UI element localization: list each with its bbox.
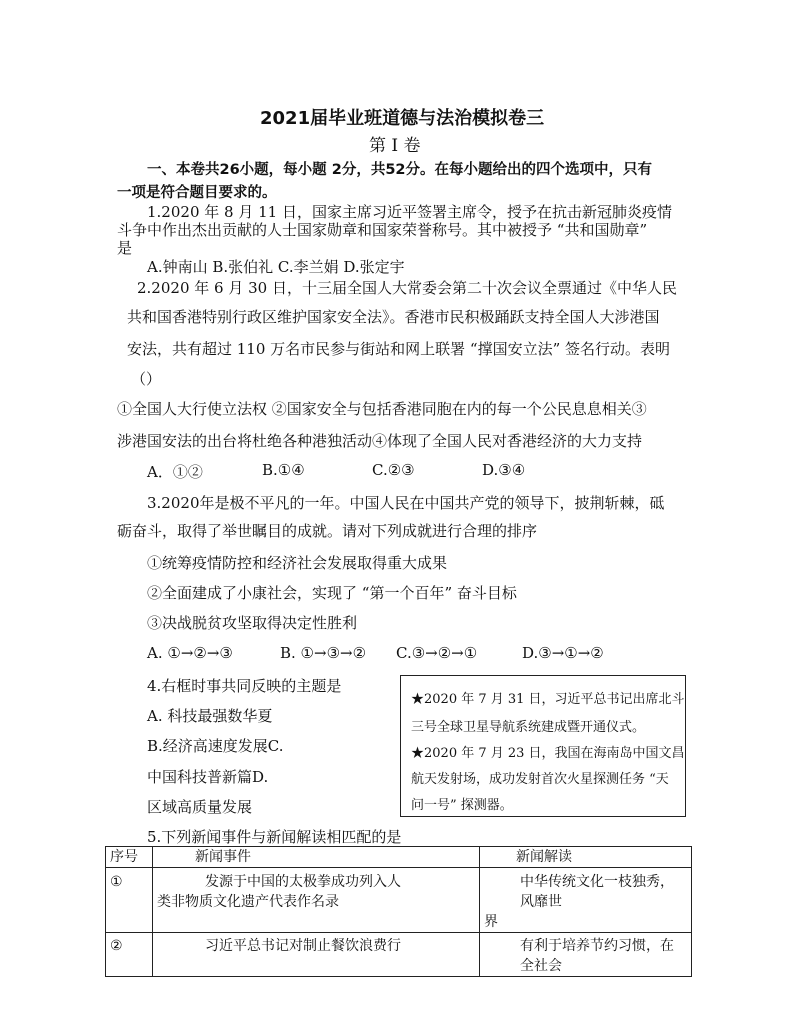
q3-option-c: C.③→②→① xyxy=(396,644,478,662)
q2-line-1: 2.2020 年 6 月 30 日，十三届全国人大常委会第二十次会议全票通过《中华人民 xyxy=(137,279,677,297)
q2-statement-2: 涉港国安法的出台将杜绝各种港独活动④体现了全国人民对香港经济的大力支持 xyxy=(117,432,643,450)
row-event-line-1: 发源于中国的太极拳成功列入人 xyxy=(205,874,401,890)
q1-line-2: 斗争中作出杰出贡献的人士国家勋章和国家荣誉称号。其中被授予 “共和国勋章” xyxy=(117,221,648,239)
table-row xyxy=(106,868,692,933)
row-event-line-1: 习近平总书记对制止餐饮浪费行 xyxy=(205,938,401,954)
header-cell-event: 新闻事件 xyxy=(153,847,480,868)
q2-option-d: D.③④ xyxy=(482,461,526,479)
news-table xyxy=(105,846,692,977)
q2-option-c: C.②③ xyxy=(372,461,415,479)
q2-line-3: 安法，共有超过 110 万名市民参与街站和网上联署 “撑国安立法” 签名行动。表明 xyxy=(127,340,671,358)
q4-box-line-5: 问一号” 探测器。 xyxy=(411,798,513,813)
q4-box-line-2: 三号全球卫星导航系统建成暨开通仪式。 xyxy=(411,720,646,735)
instruction-line-2: 一项是符合题目要求的。 xyxy=(117,185,277,201)
q3-option-a: A. ①→②→③ xyxy=(147,644,233,662)
q4-option-4: 区域高质量发展 xyxy=(147,798,253,816)
q3-line-1: 3.2020年是极不平凡的一年。中国人民在中国共产党的领导下，披荆斩棘，砥 xyxy=(147,494,665,512)
q3-option-d: D.③→①→② xyxy=(522,644,604,662)
row-event xyxy=(153,868,480,933)
page-title: 2021届毕业班道德与法治模拟卷三 xyxy=(260,108,545,129)
q4-box-line-4: 航天发射场，成功发射首次火星探测任务 “天 xyxy=(411,772,669,787)
row-interpretation xyxy=(480,868,692,933)
row-interpretation-line-1: 中华传统文化一枝独秀，风靡世 xyxy=(520,874,674,910)
q4-box-line-1: ★2020 年 7 月 31 日，习近平总书记出席北斗 xyxy=(411,692,685,707)
row-event-line-2: 类非物质文化遗产代表作名录 xyxy=(157,894,339,910)
q4-option-1: A. 科技最强数华夏 xyxy=(147,707,273,725)
q1-line-1: 1.2020 年 8 月 11 日，国家主席习近平签署主席令，授予在抗击新冠肺炎疫情 xyxy=(147,203,672,221)
q3-item-3: ③决战脱贫攻坚取得决定性胜利 xyxy=(147,614,358,632)
row-interpretation xyxy=(480,933,692,977)
q2-statement-1: ①全国人大行使立法权 ②国家安全与包括香港同胞在内的每一个公民息息相关③ xyxy=(117,400,647,418)
header-cell-number: 序号 xyxy=(106,847,153,868)
row-interpretation-line-2: 界 xyxy=(484,914,498,930)
q4-news-box xyxy=(400,675,686,817)
q3-item-1: ①统筹疫情防控和经济社会发展取得重大成果 xyxy=(147,554,448,572)
q4-option-2: B.经济高速度发展C. xyxy=(147,737,284,755)
q4-box-line-3: ★2020 年 7 月 23 日，我国在海南岛中国文昌 xyxy=(411,746,685,761)
q2-option-a: A．①② xyxy=(147,463,203,481)
instruction-line-1: 一、本卷共26小题，每小题 2分，共52分。在每小题给出的四个选项中，只有 xyxy=(147,162,652,178)
row-event xyxy=(153,933,480,977)
volume-label: 第 I 卷 xyxy=(369,136,421,156)
q2-option-b: B.①④ xyxy=(262,461,305,479)
q4-stem: 4.右框时事共同反映的主题是 xyxy=(147,677,342,695)
row-number: ② xyxy=(106,933,153,977)
q4-option-3: 中国科技普新篇D. xyxy=(147,768,269,786)
table-header-row xyxy=(106,847,692,868)
q3-option-b: B. ①→③→② xyxy=(280,644,367,662)
q2-line-2: 共和国香港特别行政区维护国家安全法》。香港市民积极踊跃支持全国人大涉港国 xyxy=(127,308,660,326)
q2-blank: （） xyxy=(131,370,162,388)
header-cell-interpretation: 新闻解读 xyxy=(480,847,692,868)
q3-item-2: ②全面建成了小康社会，实现了 “第一个百年” 奋斗目标 xyxy=(147,584,517,602)
q5-stem: 5.下列新闻事件与新闻解读相匹配的是 xyxy=(147,828,402,846)
q1-options: A.钟南山 B.张伯礼 C.李兰娟 D.张定宇 xyxy=(147,258,405,276)
row-number: ① xyxy=(106,868,153,933)
q3-line-2: 砺奋斗，取得了举世瞩目的成就。请对下列成就进行合理的排序 xyxy=(117,522,538,540)
table-row xyxy=(106,933,692,977)
q1-line-3: 是 xyxy=(117,239,133,257)
row-interpretation-line-1: 有利于培养节约习惯，在全社会 xyxy=(520,938,674,974)
